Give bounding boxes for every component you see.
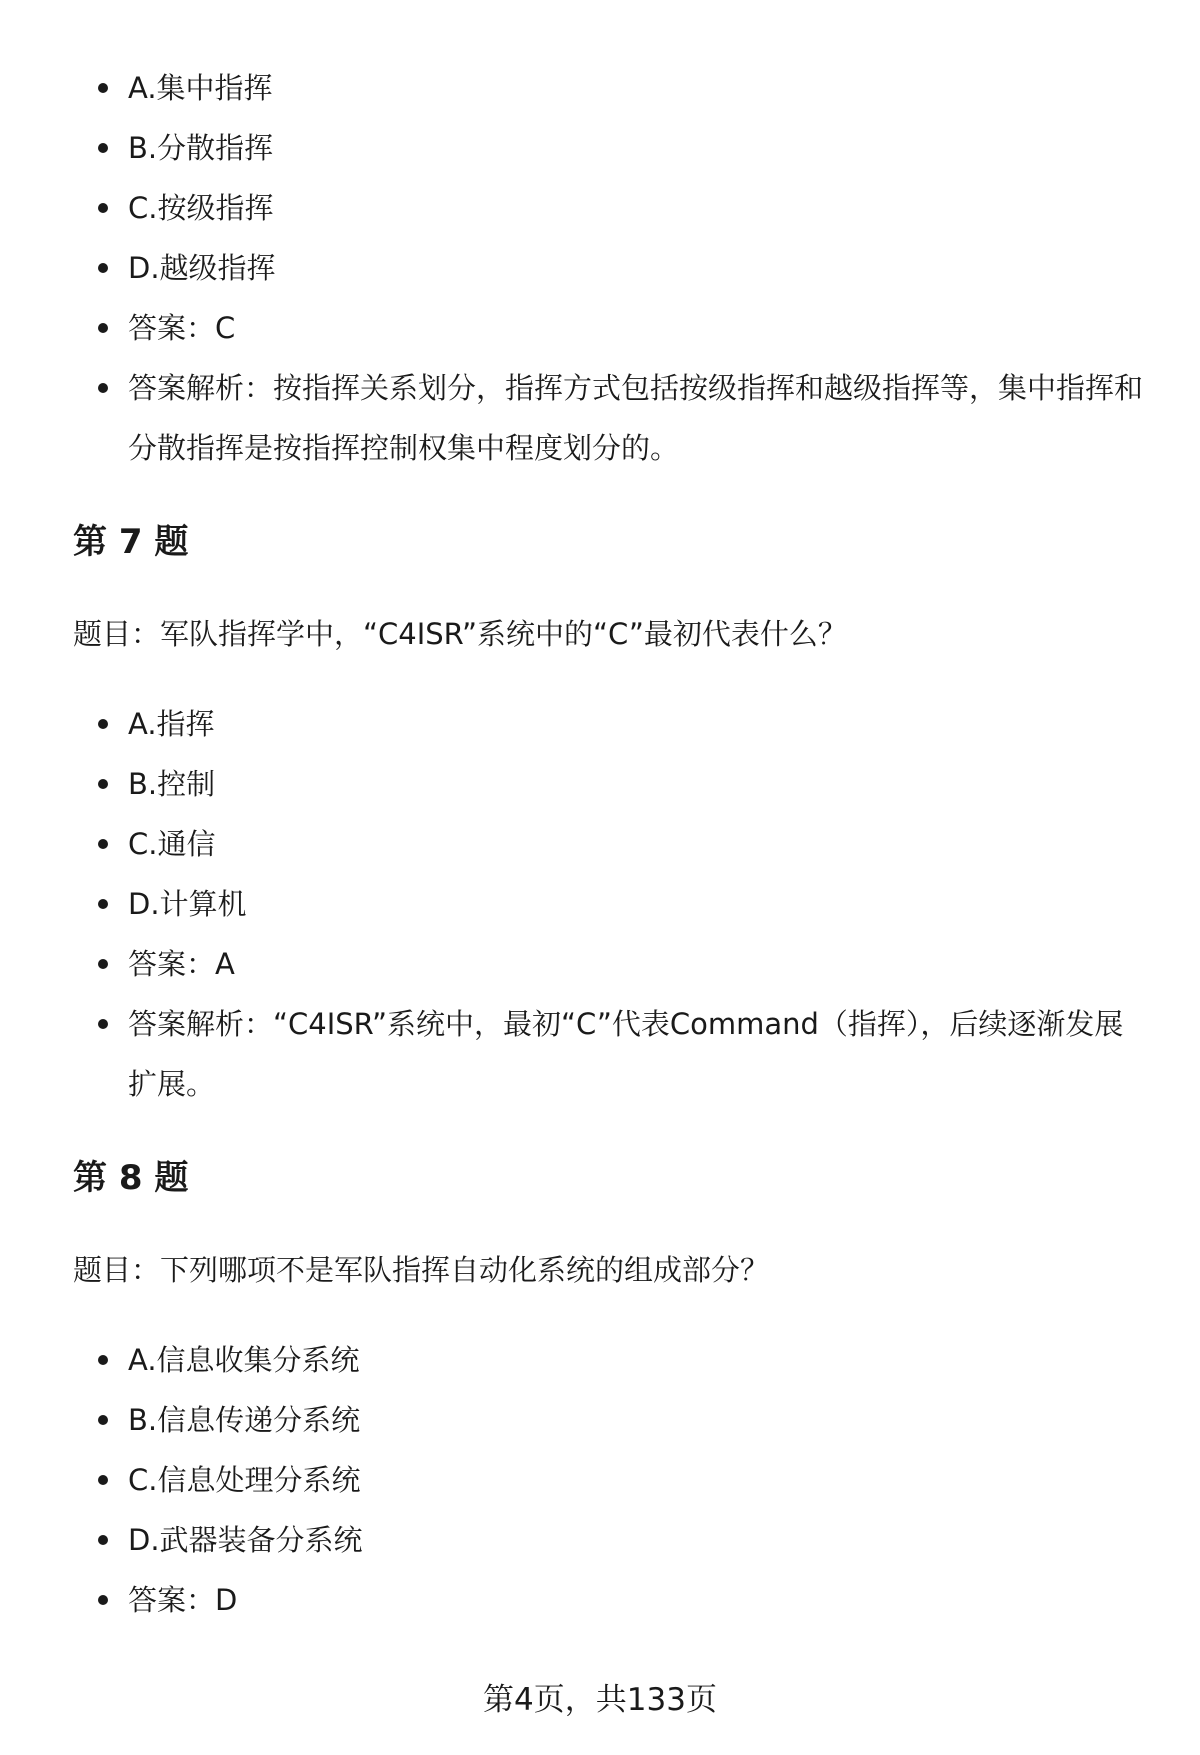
q8-answer: 答案：D xyxy=(73,1570,1148,1630)
page-number-footer: 第4页，共133页 xyxy=(483,1682,717,1718)
q6-option-a: A.集中指挥 xyxy=(73,58,1148,118)
q7-question: 题目：军队指挥学中，“C4ISR”系统中的“C”最初代表什么？ xyxy=(73,617,847,651)
q6-option-b: B.分散指挥 xyxy=(73,118,1148,178)
q6-explanation: 答案解析：按指挥关系划分，指挥方式包括按级指挥和越级指挥等，集中指挥和分散指挥是按指挥控制权集中程度划分的。 xyxy=(73,358,1148,478)
q6-option-d: D.越级指挥 xyxy=(73,238,1148,298)
q7-answer: 答案：A xyxy=(73,934,1148,994)
q8-option-b: B.信息传递分系统 xyxy=(73,1390,1148,1450)
q8-option-a: A.信息收集分系统 xyxy=(73,1330,1148,1390)
q6-answer: 答案：C xyxy=(73,298,1148,358)
q8-heading: 第 8 题 xyxy=(73,1158,189,1198)
q6-option-c: C.按级指挥 xyxy=(73,178,1148,238)
q7-option-a: A.指挥 xyxy=(73,694,1148,754)
q7-options-list xyxy=(73,694,1148,1114)
document-content xyxy=(73,58,1148,1630)
q7-option-c: C.通信 xyxy=(73,814,1148,874)
q7-explanation: 答案解析：“C4ISR”系统中，最初“C”代表Command（指挥），后续逐渐发展扩展。 xyxy=(73,994,1148,1114)
q8-option-c: C.信息处理分系统 xyxy=(73,1450,1148,1510)
q8-question: 题目：下列哪项不是军队指挥自动化系统的组成部分？ xyxy=(73,1253,770,1287)
q8-option-d: D.武器装备分系统 xyxy=(73,1510,1148,1570)
q7-option-b: B.控制 xyxy=(73,754,1148,814)
q6-options-list xyxy=(73,58,1148,478)
q7-option-d: D.计算机 xyxy=(73,874,1148,934)
q7-heading: 第 7 题 xyxy=(73,522,189,562)
q8-options-list xyxy=(73,1330,1148,1630)
